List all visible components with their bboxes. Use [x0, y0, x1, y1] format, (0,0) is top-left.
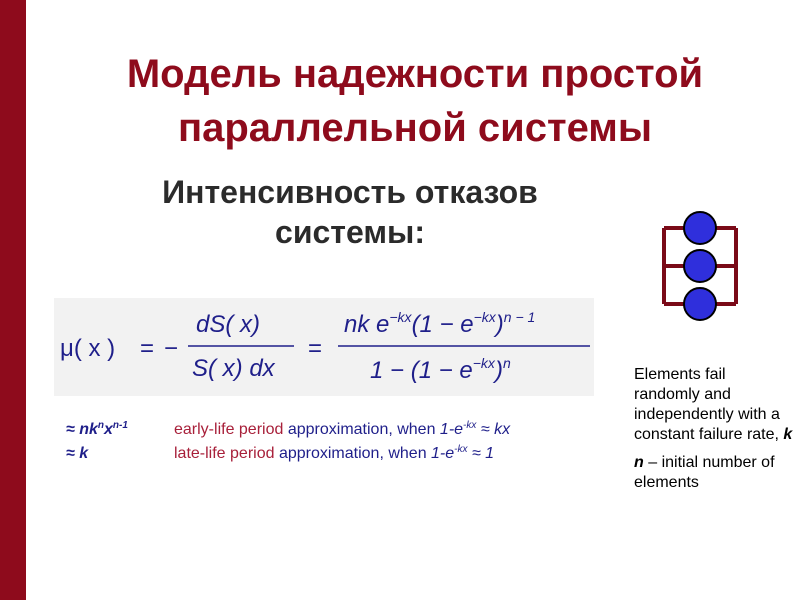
title-line-1: Модель надежности простой	[126, 52, 704, 96]
approximation-row-early	[66, 418, 626, 442]
formula-numerator-2: nk $e^{-kx}(1 - e^{-kx})^{n - 1}$	[344, 309, 536, 338]
note-initial-elements: n – initial number of elements	[634, 454, 775, 491]
subtitle-line-1: Интенсивность отказов	[162, 174, 538, 210]
note-failure-assumption: Elements fail randomly and independently with a constant failure rate, k	[634, 366, 793, 443]
side-accent-bar	[0, 0, 26, 600]
formula-minus: −	[164, 335, 179, 362]
approximation-text-late: late-life period approximation, when $1-e^{-kx} \approx 1$	[174, 444, 495, 462]
approximation-symbol-early: ≈ $nk^nx^{n-1}$	[66, 420, 128, 438]
failure-rate-formula	[54, 298, 594, 396]
slide-subtitle	[60, 172, 640, 252]
approximations	[66, 418, 626, 466]
formula-box	[54, 298, 594, 396]
diagram-element-1	[684, 212, 716, 244]
title-line-2: параллельной системы	[177, 106, 653, 150]
assumptions-note	[634, 365, 794, 501]
formula-numerator-1: dS( x)	[196, 311, 261, 338]
formula-denominator-1: S( x) dx	[192, 355, 275, 382]
subtitle-line-2: системы:	[275, 214, 425, 250]
diagram-element-2	[684, 250, 716, 282]
approximation-text-early: early-life period approximation, when $1-e^{-kx}$ ≈ kx	[174, 420, 511, 438]
approximation-row-late	[66, 442, 626, 466]
parallel-system-diagram	[654, 208, 746, 328]
slide-title	[30, 47, 800, 155]
approximation-symbol-late: ≈ k	[66, 445, 89, 462]
formula-equals-2: =	[308, 335, 323, 362]
formula-denominator-2: $1 - (1 - e^{-kx})^n$	[370, 355, 511, 384]
formula-equals-1: =	[140, 335, 155, 362]
diagram-element-3	[684, 288, 716, 320]
formula-lhs: μ( x )	[60, 335, 116, 362]
